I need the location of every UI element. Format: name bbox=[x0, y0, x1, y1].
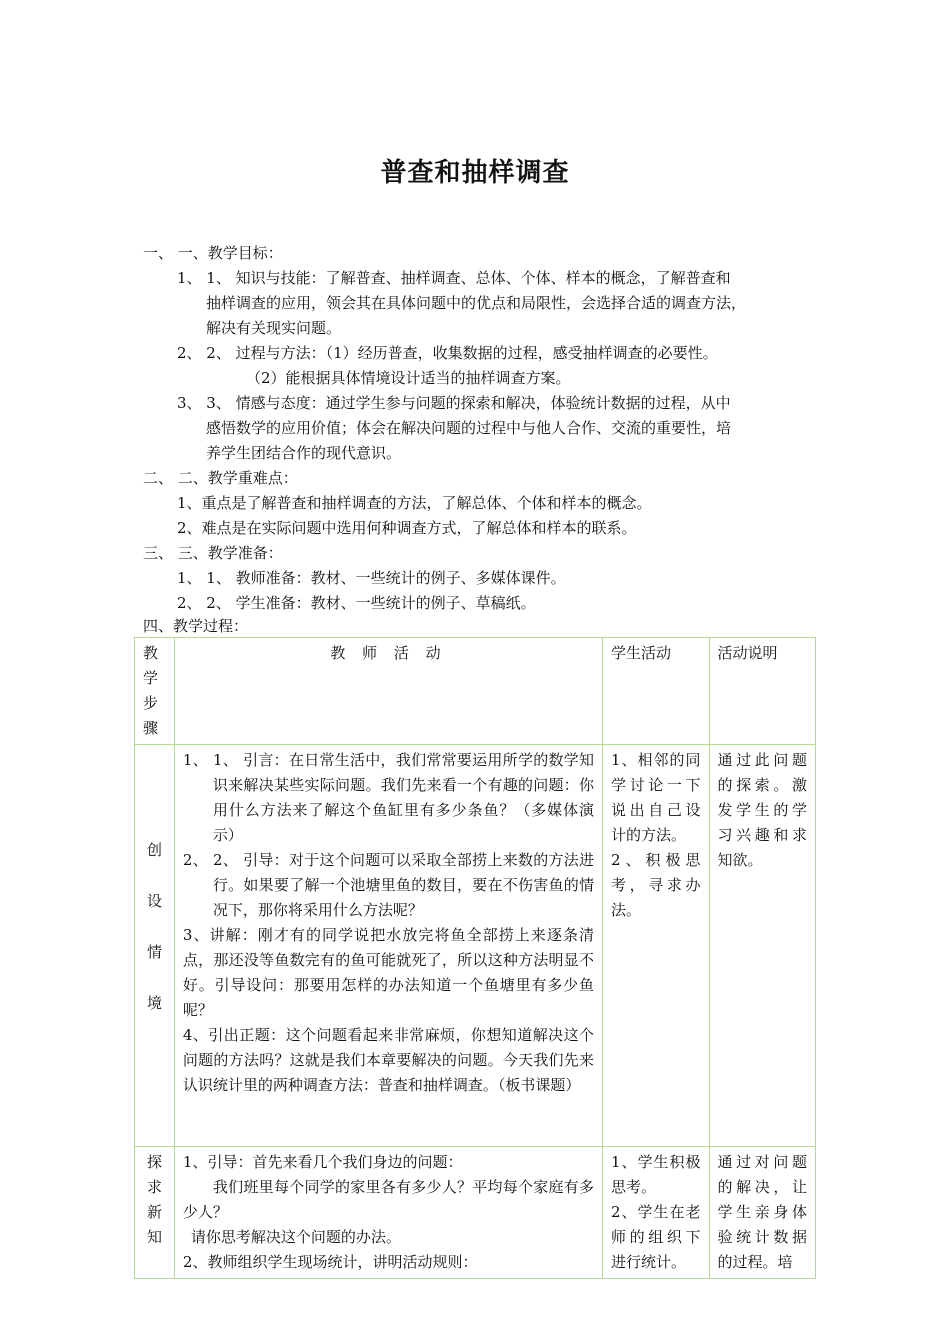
objective-line: （2）能根据具体情境设计适当的抽样调查方案。 bbox=[246, 369, 571, 387]
step-cell bbox=[135, 745, 175, 1147]
teacher-step: 请你思考解决这个问题的办法。 bbox=[190, 1228, 401, 1246]
step-char: 求 bbox=[146, 1178, 162, 1196]
step-char: 设 bbox=[146, 892, 162, 910]
teacher-step: 4、引出正题：这个问题看起来非常麻烦，你想知道解决这个问题的方法吗？这就是我们本章要解决的问题。今天我们先来认识统计里的两种调查方法：普查和抽样调查。（板书课题） bbox=[182, 1026, 595, 1094]
step-char: 新 bbox=[146, 1203, 162, 1221]
table-row bbox=[135, 745, 816, 1147]
step-cell bbox=[135, 1147, 175, 1279]
document-title: 普查和抽样调查 bbox=[380, 158, 570, 188]
key-point-line: 2、难点是在实际问题中选用何种调查方式，了解总体和样本的联系。 bbox=[177, 519, 637, 537]
activity-note-cell: 通过对问题的解决，让学生亲身体验统计数据的过程。培 bbox=[709, 1147, 816, 1279]
student-step: 2、学生在老师的组织下进行统计。 bbox=[611, 1203, 701, 1271]
header-teacher-activity: 教 师 活 动 bbox=[174, 638, 602, 745]
section-3-heading: 三、 三、教学准备： bbox=[143, 544, 283, 562]
step-char: 知 bbox=[146, 1228, 162, 1246]
teacher-step: 2、 2、 引导：对于这个问题可以采取全部捞上来数的方法进行。如果要了解一个池塘里鱼的数目，要在不伤害鱼的情况下，那你将采用什么方法呢？ bbox=[182, 851, 595, 919]
objective-line: 感悟数学的应用价值；体会在解决问题的过程中与他人合作、交流的重要性，培 bbox=[206, 419, 732, 437]
key-point-line: 1、重点是了解普查和抽样调查的方法，了解总体、个体和样本的概念。 bbox=[177, 494, 652, 512]
teacher-step: 1、引导：首先来看几个我们身边的问题： bbox=[182, 1153, 463, 1171]
student-activity-cell bbox=[603, 1147, 709, 1279]
table-header-row bbox=[135, 638, 816, 745]
section-2-heading: 二、 二、教学重难点： bbox=[143, 469, 298, 487]
objective-line: 抽样调查的应用，领会其在具体问题中的优点和局限性，会选择合适的调查方法， bbox=[206, 294, 747, 312]
objective-line: 养学生团结合作的现代意识。 bbox=[206, 444, 402, 462]
teacher-step: 3、讲解：刚才有的同学说把水放完将鱼全部捞上来逐条清点，那还没等鱼数完有的鱼可能就死了，所以这种方法明显不好。引导设问：那要用怎样的办法知道一个鱼塘里有多少鱼呢？ bbox=[182, 926, 595, 1019]
student-step: 2、积极思考，寻求办法。 bbox=[611, 851, 701, 919]
step-char: 情 bbox=[146, 943, 162, 961]
step-char: 探 bbox=[146, 1153, 162, 1171]
step-char: 创 bbox=[146, 841, 162, 859]
teacher-step: 我们班里每个同学的家里各有多少人？平均每个家庭有多少人？ bbox=[182, 1178, 595, 1221]
objective-line: 1、 1、 知识与技能：了解普查、抽样调查、总体、个体、样本的概念，了解普查和 bbox=[177, 269, 731, 287]
preparation-line: 1、 1、 教师准备：教材、一些统计的例子、多媒体课件。 bbox=[177, 569, 566, 587]
student-activity-cell bbox=[603, 745, 709, 1147]
teacher-activity-cell bbox=[174, 1147, 602, 1279]
objective-line: 3、 3、 情感与态度：通过学生参与问题的探索和解决，体验统计数据的过程，从中 bbox=[177, 394, 731, 412]
teacher-activity-cell bbox=[174, 745, 602, 1147]
header-step: 教学步骤 bbox=[135, 638, 175, 745]
teaching-process-table bbox=[134, 637, 816, 1279]
objective-line: 解决有关现实问题。 bbox=[206, 319, 342, 337]
preparation-line: 2、 2、 学生准备：教材、一些统计的例子、草稿纸。 bbox=[177, 594, 536, 612]
objective-line: 2、 2、 过程与方法：（1）经历普查，收集数据的过程，感受抽样调查的必要性。 bbox=[177, 344, 718, 362]
teacher-step: 2、教师组织学生现场统计，讲明活动规则： bbox=[182, 1253, 478, 1271]
header-student-activity: 学生活动 bbox=[603, 638, 709, 745]
teacher-step: 1、 1、 引言：在日常生活中，我们常常要运用所学的数学知识来解决某些实际问题。我们先来看一个有趣的问题：你用什么方法来了解这个鱼缸里有多少条鱼？（多媒体演示） bbox=[182, 751, 595, 844]
activity-note-cell: 通过此问题的探索。激发学生的学习兴趣和求知欲。 bbox=[709, 745, 816, 1147]
student-step: 1、相邻的同学讨论一下说出自己设计的方法。 bbox=[611, 751, 701, 844]
step-char: 境 bbox=[146, 994, 162, 1012]
header-activity-note: 活动说明 bbox=[709, 638, 816, 745]
table-row bbox=[135, 1147, 816, 1279]
section-1-heading: 一、 一、教学目标： bbox=[143, 244, 283, 262]
section-4-heading: 四、教学过程： bbox=[143, 617, 249, 635]
student-step: 1、学生积极思考。 bbox=[611, 1153, 701, 1196]
